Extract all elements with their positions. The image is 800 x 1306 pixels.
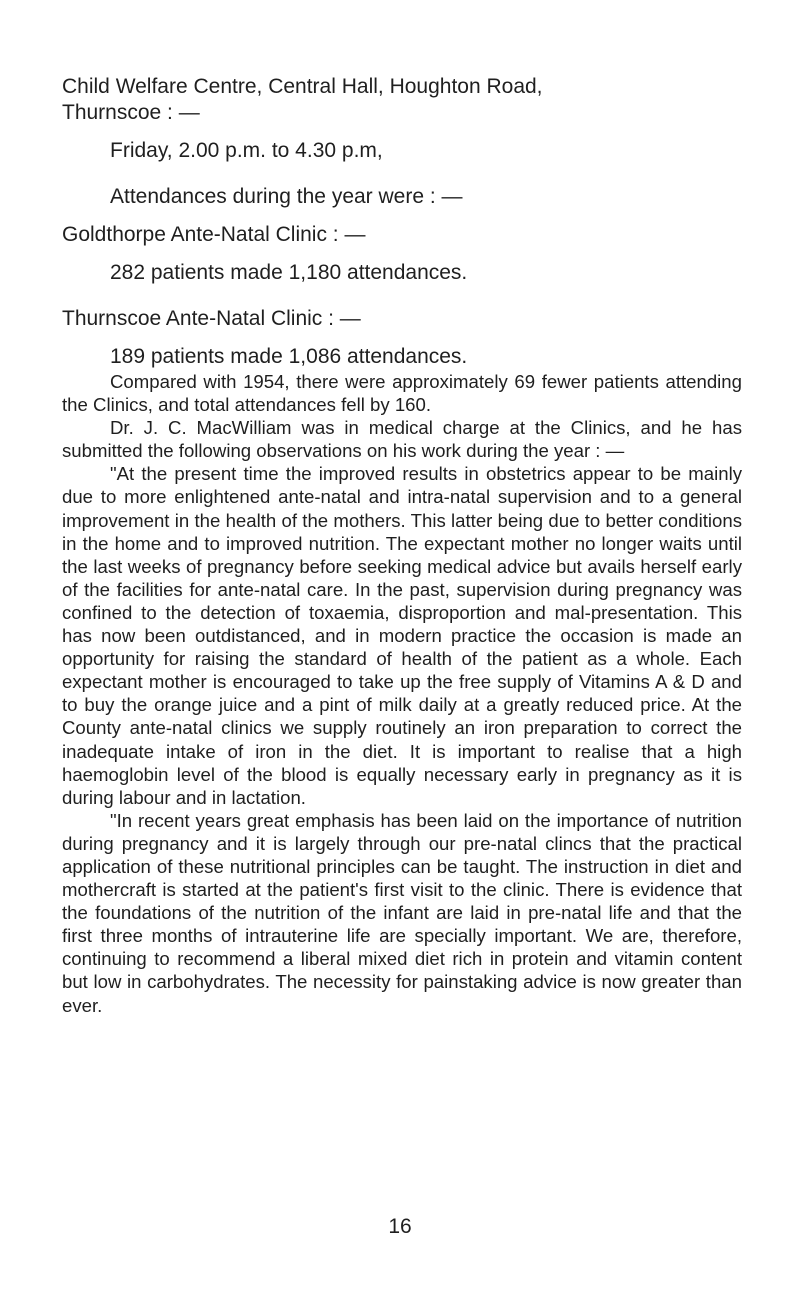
- doctor-intro-paragraph: Dr. J. C. MacWilliam was in medical charge at the Clinics, and he has submitted the following observations on his work during the year : —: [62, 417, 742, 462]
- goldthorpe-clinic-figures: 282 patients made 1,180 attendances.: [110, 261, 468, 284]
- clinic-hours: Friday, 2.00 p.m. to 4.30 p.m,: [110, 139, 383, 162]
- quote-paragraph-2: "In recent years great emphasis has been laid on the importance of nutrition during pregnancy and it is largely through our pre-natal clincs that the practical application of these nutritional principles can be taught. The instruction in diet and mothercraft is started at the patient's first visit to the clinic. There is evidence that the foundations of the nutrition of the infant are laid in pre-natal life and that the first three months of intrauterine life are specially important. We are, therefore, continuing to recommend a liberal mixed diet rich in protein and vitamin content but low in carbohydrates. The necessity for painstaking advice is now greater than ever.: [62, 809, 742, 1016]
- page-number: 16: [388, 1215, 412, 1238]
- attendances-intro: Attendances during the year were : —: [110, 185, 463, 208]
- goldthorpe-clinic-label: Goldthorpe Ante-Natal Clinic : —: [62, 223, 366, 246]
- document-page: [62, 74, 742, 1017]
- thurnscoe-clinic-label: Thurnscoe Ante-Natal Clinic : —: [62, 307, 361, 330]
- quote-paragraph-1: "At the present time the improved results in obstetrics appear to be mainly due to more enlightened ante-natal and intra-natal supervision and to a general improvement in the health of the mothers. This latter being due to better conditions in the home and to improved nutrition. The expectant mother no longer waits until the last weeks of pregnancy before seeking medical advice but avails herself early of the facilities for ante-natal care. In the past, supervision during pregnancy was confined to the detection of toxaemia, disproportion and mal-presentation. This has now been outdistanced, and in modern practice the occasion is made an opportunity for raising the standard of health of the patient as a whole. Each expectant mother is encouraged to take up the free supply of Vitamins A & D and to buy the orange juice and a pint of milk daily at a greatly reduced price. At the County ante-natal clinics we supply routinely an iron preparation to correct the inadequate intake of iron in the diet. It is important to realise that a high haemoglobin level of the blood is equally necessary early in pregnancy as it is during labour and in lactation.: [62, 463, 742, 808]
- comparison-paragraph: Compared with 1954, there were approximately 69 fewer patients attending the Clinics, and total attendances fell by 160.: [62, 371, 742, 416]
- centre-address-line-2: Thurnscoe : —: [62, 101, 200, 124]
- thurnscoe-clinic-figures: 189 patients made 1,086 attendances.: [110, 345, 468, 368]
- centre-address-line-1: Child Welfare Centre, Central Hall, Houghton Road,: [62, 75, 543, 98]
